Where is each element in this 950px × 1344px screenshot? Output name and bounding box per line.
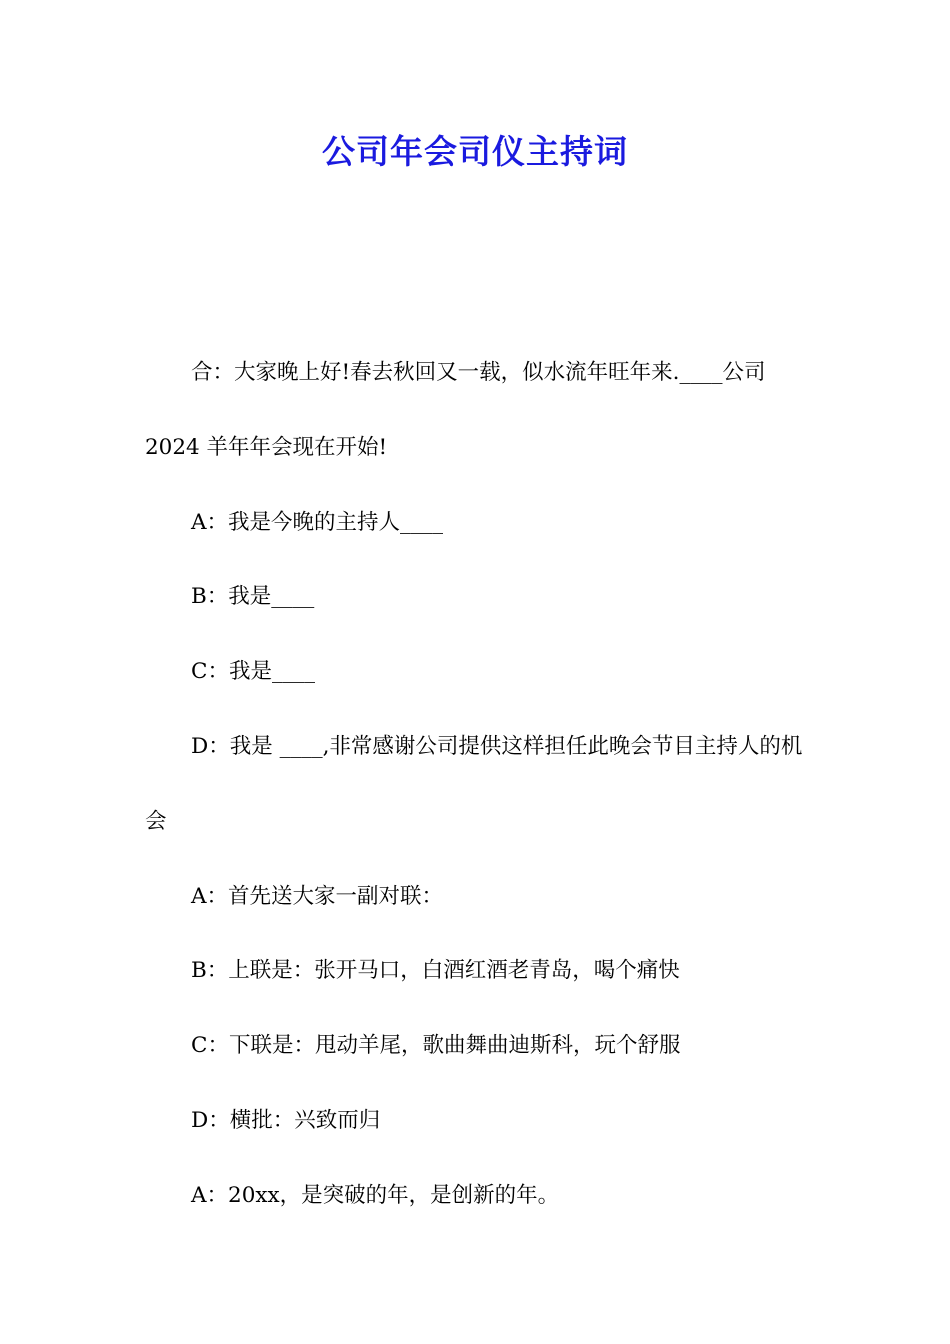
- paragraph-couplet-intro: A：首先送大家一副对联：: [191, 883, 444, 909]
- document-title: 公司年会司仪主持词: [322, 132, 628, 171]
- paragraph-host-d-intro: D：我是 ____,非常感谢公司提供这样担任此晚会节目主持人的机会: [145, 733, 803, 834]
- paragraph-host-c-intro: C：我是____: [191, 659, 315, 685]
- paragraph-couplet-second-line: C：下联是：甩动羊尾，歌曲舞曲迪斯科，玩个舒服: [191, 1033, 681, 1059]
- paragraph-couplet-first-line: B：上联是：张开马口，白酒红酒老青岛，喝个痛快: [191, 958, 680, 984]
- paragraph-host-b-intro: B：我是____: [191, 584, 315, 610]
- paragraph-year-review: A：20xx，是突破的年，是创新的年。: [191, 1182, 560, 1208]
- document-body: [145, 336, 810, 1234]
- paragraph-opening: 合：大家晚上好!春去秋回又一载，似水流年旺年来.____公司 2024 羊年年会现在开始!: [145, 360, 766, 460]
- paragraph-host-a-intro: A：我是今晚的主持人____: [191, 509, 444, 535]
- paragraph-couplet-horizontal: D：横批：兴致而归: [191, 1107, 381, 1133]
